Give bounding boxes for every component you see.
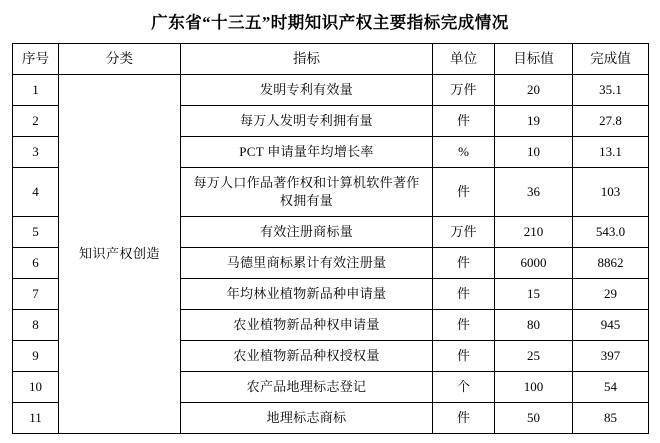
page-title: 广东省“十三五”时期知识产权主要指标完成情况 — [151, 13, 509, 32]
cell-indicator: 有效注册商标量 — [181, 217, 433, 248]
cell-indicator: 农产品地理标志登记 — [181, 372, 433, 403]
cell-no: 10 — [13, 372, 59, 403]
cell-category: 知识产权创造 — [59, 75, 181, 434]
cell-no: 1 — [13, 75, 59, 106]
cell-unit: 件 — [433, 106, 495, 137]
cell-indicator: 年均林业植物新品种申请量 — [181, 279, 433, 310]
cell-target: 15 — [495, 279, 573, 310]
cell-no: 9 — [13, 341, 59, 372]
cell-actual: 54 — [573, 372, 649, 403]
cell-unit: % — [433, 137, 495, 168]
cell-no: 5 — [13, 217, 59, 248]
cell-target: 80 — [495, 310, 573, 341]
column-header-indicator: 指标 — [181, 44, 433, 75]
cell-indicator: 马德里商标累计有效注册量 — [181, 248, 433, 279]
column-header-target: 目标值 — [495, 44, 573, 75]
column-header-category: 分类 — [59, 44, 181, 75]
cell-target: 19 — [495, 106, 573, 137]
cell-no: 11 — [13, 403, 59, 434]
cell-no: 7 — [13, 279, 59, 310]
cell-unit: 万件 — [433, 217, 495, 248]
column-header-actual: 完成值 — [573, 44, 649, 75]
cell-indicator: 地理标志商标 — [181, 403, 433, 434]
table-row — [13, 75, 649, 106]
cell-actual: 29 — [573, 279, 649, 310]
cell-unit: 件 — [433, 248, 495, 279]
cell-target: 20 — [495, 75, 573, 106]
cell-no: 3 — [13, 137, 59, 168]
cell-actual: 103 — [573, 168, 649, 217]
cell-actual: 27.8 — [573, 106, 649, 137]
cell-actual: 8862 — [573, 248, 649, 279]
cell-unit: 件 — [433, 168, 495, 217]
cell-indicator: 发明专利有效量 — [181, 75, 433, 106]
cell-no: 8 — [13, 310, 59, 341]
column-header-no: 序号 — [13, 44, 59, 75]
cell-unit: 件 — [433, 403, 495, 434]
cell-actual: 945 — [573, 310, 649, 341]
cell-indicator: PCT 申请量年均增长率 — [181, 137, 433, 168]
cell-indicator: 每万人口作品著作权和计算机软件著作权拥有量 — [181, 168, 433, 217]
cell-unit: 万件 — [433, 75, 495, 106]
cell-target: 6000 — [495, 248, 573, 279]
cell-target: 100 — [495, 372, 573, 403]
cell-unit: 件 — [433, 310, 495, 341]
cell-actual: 13.1 — [573, 137, 649, 168]
column-header-unit: 单位 — [433, 44, 495, 75]
cell-no: 6 — [13, 248, 59, 279]
cell-indicator: 每万人发明专利拥有量 — [181, 106, 433, 137]
cell-target: 10 — [495, 137, 573, 168]
cell-target: 25 — [495, 341, 573, 372]
cell-indicator: 农业植物新品种权授权量 — [181, 341, 433, 372]
cell-unit: 个 — [433, 372, 495, 403]
cell-target: 50 — [495, 403, 573, 434]
cell-indicator: 农业植物新品种权申请量 — [181, 310, 433, 341]
cell-no: 2 — [13, 106, 59, 137]
cell-target: 36 — [495, 168, 573, 217]
cell-unit: 件 — [433, 341, 495, 372]
cell-actual: 543.0 — [573, 217, 649, 248]
cell-no: 4 — [13, 168, 59, 217]
indicators-table — [12, 43, 649, 434]
table-header-row — [13, 44, 649, 75]
cell-actual: 397 — [573, 341, 649, 372]
document-page — [0, 9, 660, 443]
cell-actual: 85 — [573, 403, 649, 434]
cell-target: 210 — [495, 217, 573, 248]
cell-actual: 35.1 — [573, 75, 649, 106]
cell-unit: 件 — [433, 279, 495, 310]
